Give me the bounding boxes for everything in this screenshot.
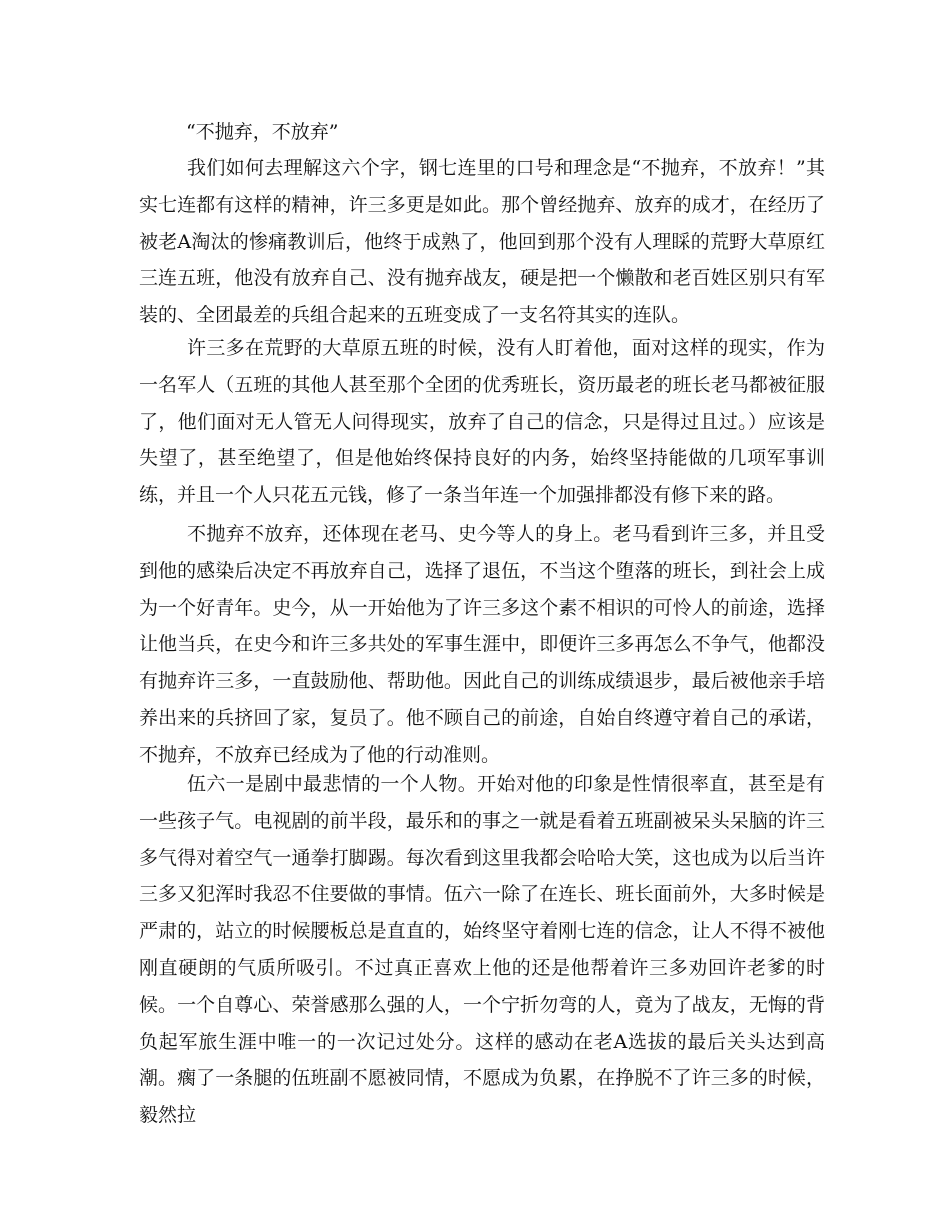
- paragraph-2: 许三多在荒野的大草原五班的时候，没有人盯着他，面对这样的现实，作为一名军人（五班的其他人甚至那个全团的优秀班长，资历最老的班长老马都被征服了，他们面对无人管无人问得现实，放弃了自己的信念，只是得过且过。）应该是失望了，甚至绝望了，但是他始终保持良好的内务，始终坚持能做的几项军事训练，并且一个人只花五元钱，修了一条当年连一个加强排都没有修下来的路。: [139, 337, 825, 507]
- paragraph-3: 不抛弃不放弃，还体现在老马、史今等人的身上。老马看到许三多，并且受到他的感染后决定不再放弃自己，选择了退伍，不当这个堕落的班长，到社会上成为一个好青年。史今，从一开始他为了许三多这个素不相识的可怜人的前途，选择让他当兵，在史今和许三多共处的军事生涯中，即便许三多再怎么不争气，他都没有抛弃许三多，一直鼓励他、帮助他。因此自己的训练成绩退步，最后被他亲手培养出来的兵挤回了家，复员了。他不顾自己的前途，自始自终遵守着自己的承诺，不抛弃，不放弃已经成为了他的行动准则。: [139, 523, 825, 766]
- paragraph-4: 伍六一是剧中最悲情的一个人物。开始对他的印象是性情很率直，甚至是有一些孩子气。电视剧的前半段，最乐和的事之一就是看着五班副被呆头呆脑的许三多气得对着空气一通拳打脚踢。每次看到这里我都会哈哈大笑，这也成为以后当许三多又犯浑时我忍不住要做的事情。伍六一除了在连长、班长面前外，大多时候是严肃的，站立的时候腰板总是直直的，始终坚守着刚七连的信念，让人不得不被他刚直硬朗的气质所吸引。不过真正喜欢上他的还是他帮着许三多劝回许老爹的时候。一个自尊心、荣誉感那么强的人，一个宁折勿弯的人，竟为了战友，无悔的背负起军旅生涯中唯一的一次记过处分。这样的感动在老A选拔的最后关头达到高潮。瘸了一条腿的伍班副不愿被同情，不愿成为负累，在挣脱不了许三多的时候，毅然拉: [139, 773, 825, 1127]
- document-title: “不抛弃，不放弃”: [186, 121, 339, 143]
- paragraph-1: 我们如何去理解这六个字，钢七连里的口号和理念是“不抛弃，不放弃！”其实七连都有这样的精神，许三多更是如此。那个曾经抛弃、放弃的成才，在经历了被老A淘汰的惨痛教训后，他终于成熟了，他回到那个没有人理睬的荒野大草原红三连五班，他没有放弃自己、没有抛弃战友，硬是把一个懒散和老百姓区别只有军装的、全团最差的兵组合起来的五班变成了一支名符其实的连队。: [139, 157, 825, 327]
